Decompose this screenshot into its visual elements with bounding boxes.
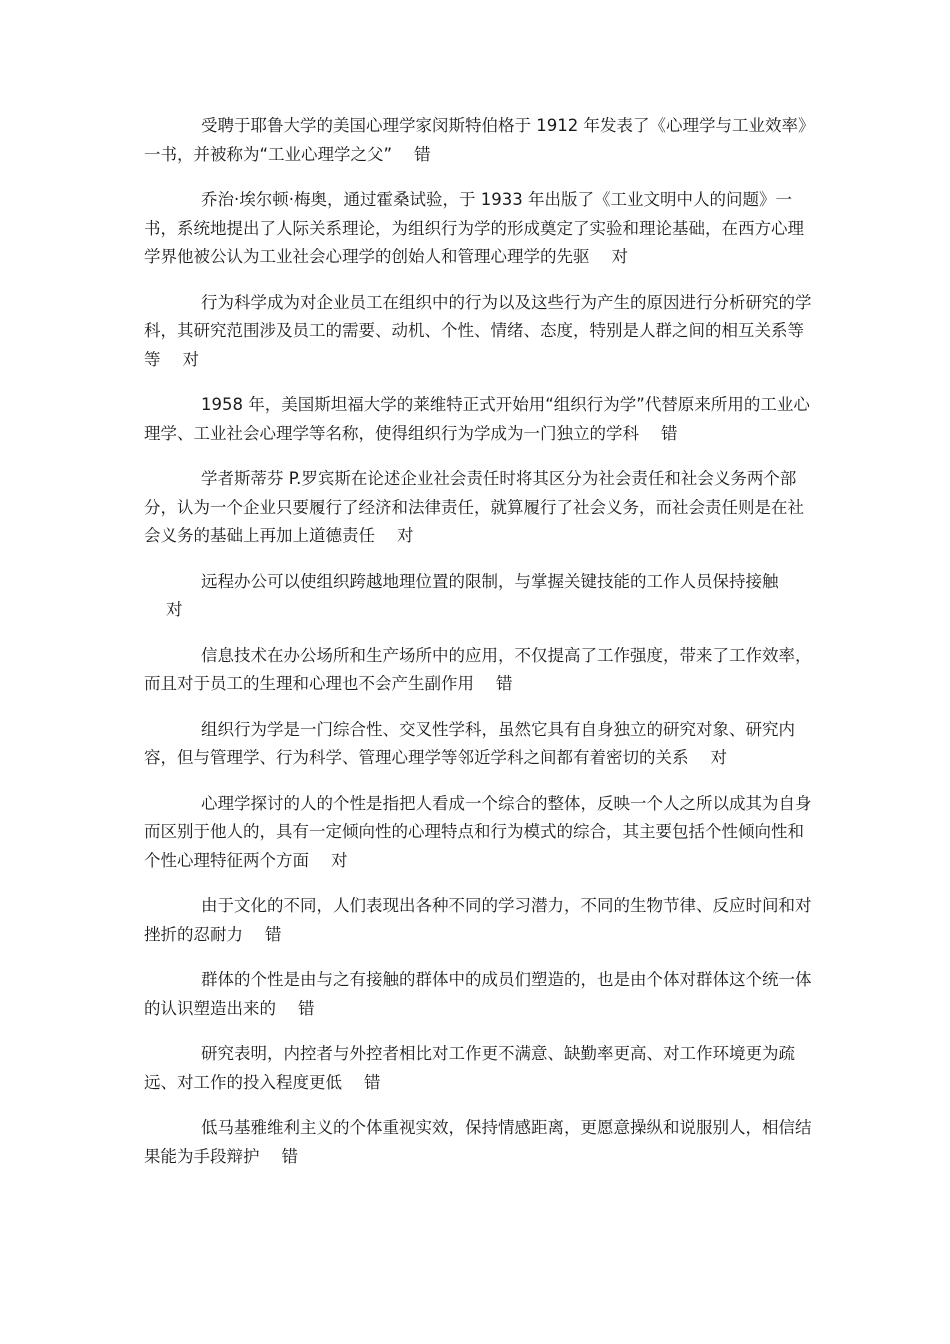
- question-item: [144, 289, 812, 375]
- question-item: [144, 966, 812, 1023]
- answer-mark: 对: [397, 526, 414, 545]
- answer-mark: 对: [331, 850, 348, 870]
- answer-mark: 对: [182, 349, 199, 369]
- question-text: 群体的个性是由与之有接触的群体中的成员们塑造的，也是由个体对群体这个统一体的认识塑造出来的: [144, 970, 812, 1018]
- answer-mark: 对: [611, 247, 628, 266]
- question-text: 低马基雅维利主义的个体重视实效，保持情感距离，更愿意操纵和说服别人，相信结果能为手段辩护: [144, 1118, 812, 1166]
- question-item: [144, 465, 812, 551]
- question-text: 受聘于耶鲁大学的美国心理学家闵斯特伯格于 1912 年发表了《心理学与工业效率》一书，并被称为“工业心理学之父”: [144, 116, 807, 164]
- answer-mark: 错: [281, 1146, 298, 1166]
- question-text: 学者斯蒂芬 P.罗宾斯在论述企业社会责任时将其区分为社会责任和社会义务两个部分，认为一个企业只要履行了经济和法律责任，就算履行了社会义务，而社会责任则是在社会义务的基础上再加上道德责任: [144, 469, 804, 545]
- answer-mark: 错: [364, 1072, 381, 1092]
- question-text: 研究表明，内控者与外控者相比对工作更不满意、缺勤率更高、对工作环境更为疏远、对工作的投入程度更低: [144, 1044, 795, 1092]
- answer-mark: 对: [166, 600, 183, 619]
- answer-mark: 错: [496, 674, 513, 693]
- question-text: 乔治·埃尔顿·梅奥，通过霍桑试验，于 1933 年出版了《工业文明中人的问题》一书，系统地提出了人际关系理论，为组织行为学的形成奠定了实验和理论基础，在西方心理学界他被公认为工业社会心理学的创始人和管理心理学的先驱: [144, 190, 804, 266]
- question-text: 1958 年，美国斯坦福大学的莱维特正式开始用“组织行为学”代替原来所用的工业心理学、工业社会心理学等名称，使得组织行为学成为一门独立的学科: [144, 395, 810, 443]
- question-text: 远程办公可以使组织跨越地理位置的限制，与掌握关键技能的工作人员保持接触: [201, 571, 779, 591]
- question-item: [144, 568, 812, 625]
- question-item: [144, 391, 812, 448]
- question-text: 行为科学成为对企业员工在组织中的行为以及这些行为产生的原因进行分析研究的学科，其研究范围涉及员工的需要、动机、个性、情绪、态度，特别是人群之间的相互关系等等: [144, 292, 812, 369]
- answer-mark: 错: [661, 423, 678, 443]
- answer-mark: 错: [265, 924, 282, 944]
- question-text: 组织行为学是一门综合性、交叉性学科，虽然它具有自身独立的研究对象、研究内容，但与管理学、行为科学、管理心理学等邻近学科之间都有着密切的关系: [144, 719, 795, 767]
- question-text: 心理学探讨的人的个性是指把人看成一个综合的整体，反映一个人之所以成其为自身而区别于他人的，具有一定倾向性的心理特点和行为模式的综合，其主要包括个性倾向性和个性心理特征两个方面: [144, 793, 812, 870]
- question-item: [144, 186, 812, 272]
- question-text: 由于文化的不同，人们表现出各种不同的学习潜力，不同的生物节律、反应时间和对挫折的忍耐力: [144, 896, 812, 944]
- question-item: [144, 1114, 812, 1171]
- question-item: [144, 642, 812, 699]
- question-item: [144, 112, 812, 169]
- question-text: 信息技术在办公场所和生产场所中的应用，不仅提高了工作强度，带来了工作效率，而且对于员工的生理和心理也不会产生副作用: [144, 645, 812, 693]
- true-false-question-list: [144, 112, 812, 1188]
- question-item: [144, 790, 812, 876]
- question-item: [144, 1040, 812, 1097]
- question-item: [144, 892, 812, 949]
- answer-mark: 错: [414, 144, 431, 164]
- answer-mark: 对: [710, 748, 727, 767]
- question-item: [144, 716, 812, 773]
- answer-mark: 错: [298, 998, 315, 1018]
